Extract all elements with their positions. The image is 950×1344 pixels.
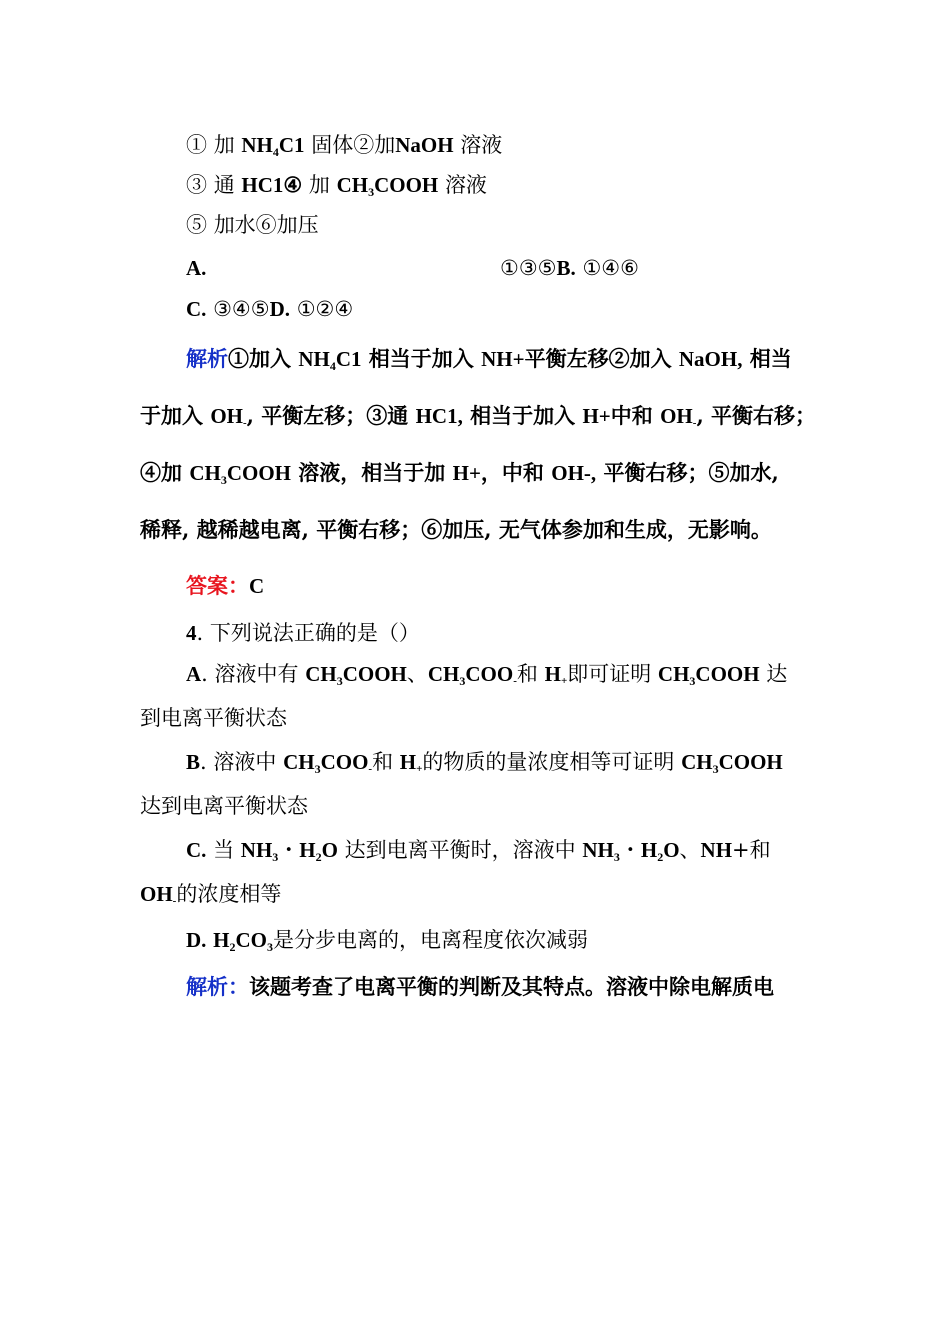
formula: $H_2O$ [299, 838, 338, 864]
choice-d-label: D. [186, 928, 207, 952]
analysis-label: 解析 [186, 346, 228, 371]
formula: OH-, [551, 461, 597, 485]
text: ④加 [140, 460, 182, 485]
text: 相当于加入 [368, 346, 474, 371]
text: 平衡左移②加入 [524, 346, 672, 371]
formula: $CH_3COOH$ [681, 750, 783, 776]
text: ・ [278, 838, 300, 862]
formula: $CH_3COOH$ [657, 662, 760, 688]
formula-nh4cl: $NH_4C1$ [241, 133, 305, 159]
text: 溶液，相当于加 [298, 460, 446, 485]
option-line-2 [186, 171, 487, 206]
text: 相当 [749, 346, 792, 371]
choice-b-label: B [186, 750, 201, 774]
text: ，中和 [480, 460, 544, 485]
option-line-4-right [500, 254, 639, 282]
analysis-1-line-3 [140, 459, 779, 494]
choice-c-label: C. [186, 838, 207, 862]
question-4-option-a-cont [140, 704, 287, 732]
formula: NaOH, [678, 347, 743, 371]
text: 加 [213, 133, 235, 157]
circled-number: ⑤ [186, 213, 207, 237]
answer-label: 答案： [186, 573, 249, 598]
text: 是分步电离的，电离程度依次减弱 [272, 928, 588, 952]
formula: $NH_4C1$ [298, 347, 362, 373]
analysis-label: 解析： [186, 974, 249, 999]
choice-b-label: B. [556, 256, 576, 280]
text: 于加入 [140, 403, 203, 428]
question-4-stem [186, 619, 420, 647]
text: . 溶液中 [200, 750, 277, 774]
text: 该题考查了电离平衡的判断及其特点。溶液中除电解质电 [249, 974, 774, 999]
text: 到电离平衡状态 [140, 706, 287, 730]
text: 加 [308, 173, 330, 197]
formula: NH+ [481, 347, 525, 371]
answer-value: C [249, 574, 265, 598]
choice-b-value: ①④⑥ [582, 256, 639, 280]
formula: $H_2CO_3$ [213, 928, 273, 954]
analysis-1-line-4 [140, 516, 772, 544]
text: , 平衡右移； [696, 403, 817, 428]
formula: $NH_3$ [582, 838, 620, 864]
text: . 溶液中有 [201, 662, 299, 686]
text: 稀释, 越稀越电离, 平衡右移；⑥加压, 无气体参加和生成，无影响。 [140, 517, 772, 542]
text: 的物质的量浓度相等可证明 [422, 750, 675, 774]
text: 、 [679, 838, 701, 862]
formula-ch3cooh: $CH_3COOH$ [336, 173, 439, 199]
formula-hcl: HC1④ [241, 173, 303, 197]
choice-a-value: ①③⑤ [500, 256, 557, 280]
question-4-option-b [186, 748, 783, 783]
text: 达到电离平衡状态 [140, 794, 308, 818]
circled-number: ① [186, 133, 207, 157]
text: 和 [372, 750, 394, 774]
option-line-5 [186, 295, 353, 323]
analysis-2-line-1 [186, 973, 774, 1001]
text: 中和 [610, 403, 653, 428]
text: 的浓度相等 [176, 882, 282, 906]
text: ・ [619, 838, 641, 862]
question-4-option-d [186, 926, 588, 961]
text: 达到电离平衡时，溶液中 [344, 838, 576, 862]
formula: OH- [210, 404, 247, 429]
text: 当 [213, 838, 235, 862]
formula: H+ [452, 461, 481, 485]
question-4-option-a [186, 660, 787, 695]
question-4-option-b-cont [140, 792, 308, 820]
text: 溶液 [444, 173, 487, 197]
option-line-4 [186, 254, 206, 282]
formula: $H_2O$ [640, 838, 680, 864]
formula: NH [700, 838, 733, 862]
question-4-option-c-cont [140, 880, 281, 915]
question-text: . 下列说法正确的是（） [196, 621, 420, 645]
formula: $CH_3COOH$ [189, 461, 291, 487]
circled-number: ③ [186, 173, 207, 197]
formula: OH- [140, 882, 177, 907]
text: 即可证明 [567, 662, 652, 686]
formula: H+ [544, 662, 568, 687]
analysis-1-line-2 [140, 402, 816, 437]
formula: $CH_3COO-$ [427, 662, 517, 688]
question-number: 4 [186, 621, 197, 645]
option-line-1 [186, 131, 502, 166]
answer-line [186, 572, 264, 600]
choice-c-label: C. [186, 297, 207, 321]
formula: $CH_3COOH$ [305, 662, 407, 688]
option-line-3 [186, 211, 319, 239]
text: 通 [213, 173, 235, 197]
text: 相当于加入 [470, 403, 576, 428]
text: 和 [516, 662, 538, 686]
formula: HC1, [415, 404, 463, 428]
formula: H+ [582, 404, 611, 428]
text: 固体②加 [311, 133, 396, 157]
text: 加水⑥加压 [213, 213, 319, 237]
text: 达 [766, 662, 788, 686]
text: , 平衡左移；③通 [246, 403, 409, 428]
question-4-option-c [186, 836, 771, 871]
formula-naoh: NaOH [395, 133, 454, 157]
choice-c-value: ③④⑤ [213, 297, 270, 321]
text: ①加入 [228, 346, 291, 371]
analysis-1-line-1 [186, 345, 792, 380]
text: +和 [732, 838, 771, 862]
formula: $NH_3$ [240, 838, 279, 864]
choice-d-value: ①②④ [296, 297, 354, 321]
formula: OH- [660, 404, 697, 429]
text: 、 [406, 662, 428, 686]
formula: $CH_3COO-$ [283, 750, 373, 776]
choice-a-label: A [186, 662, 202, 686]
choice-d-label: D. [269, 297, 291, 321]
text: 溶液 [460, 133, 503, 157]
choice-a-label: A. [186, 256, 207, 280]
formula: H+ [399, 750, 423, 775]
text: 平衡右移；⑤加水, [603, 460, 779, 485]
